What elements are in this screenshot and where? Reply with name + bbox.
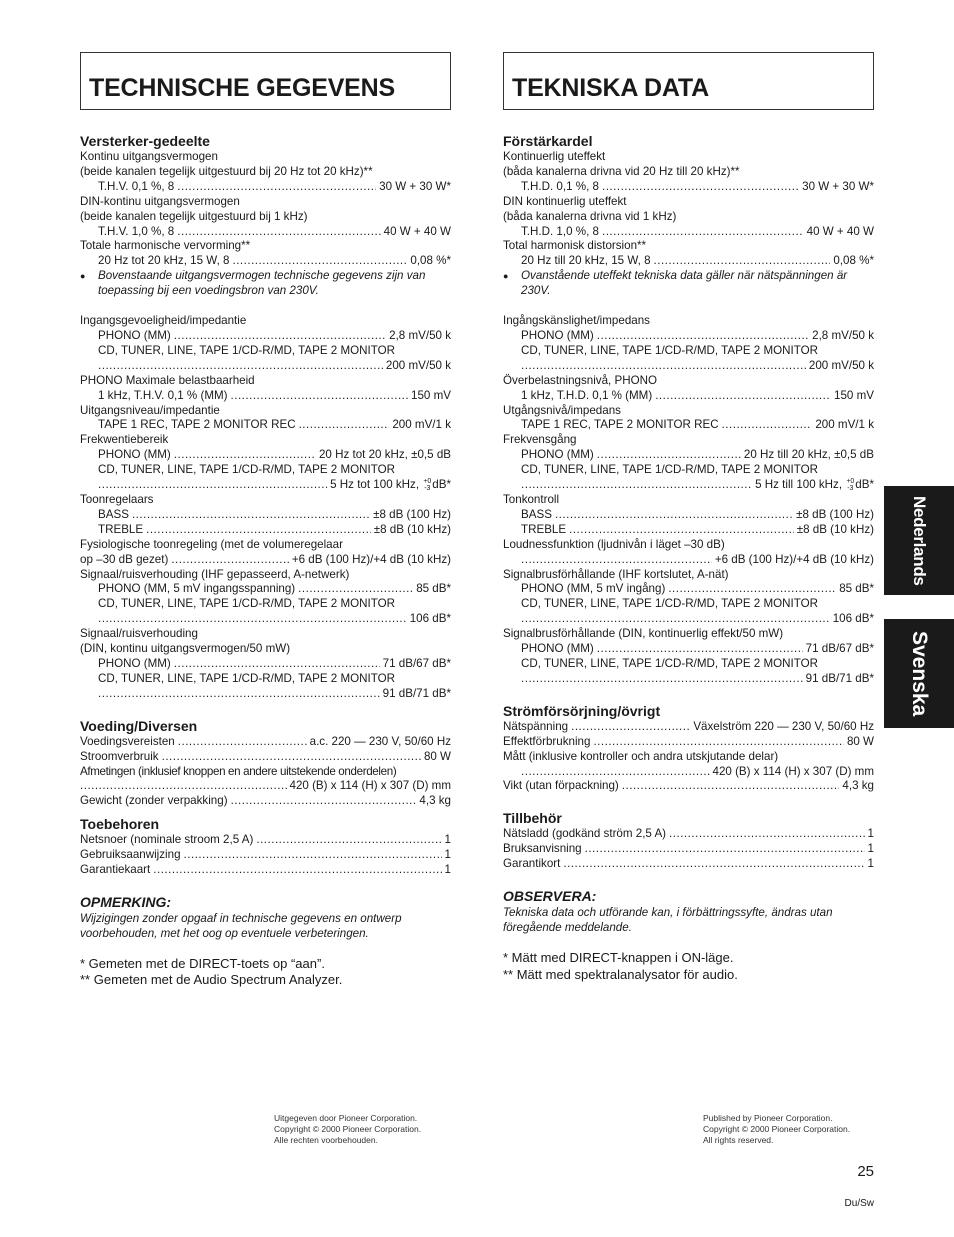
spec-row: T.H.V. 0,1 %, 8 ..... 30 W + 30 W* — [80, 180, 451, 195]
spec-line: Frekwentiebereik — [80, 433, 169, 447]
section-heading: Strömförsörjning/övrigt — [503, 702, 661, 719]
dutch-title-box — [80, 52, 451, 110]
spec-row: T.H.V. 1,0 %, 8 ..... 40 W + 40 W — [80, 225, 451, 240]
spec-row: 1 kHz, T.H.D. 0,1 % (MM) ..... 150 mV — [503, 389, 874, 404]
english-publisher-note: Published by Pioneer Corporation. Copyright © 2000 Pioneer Corporation. All rights reserved. — [703, 1113, 851, 1145]
remark-title: OPMERKING: — [80, 893, 171, 910]
spec-row: PHONO (MM) ..... 2,8 mV/50 k — [80, 329, 451, 344]
remark-text: Wijzigingen zonder opgaaf in technische gegevens en ontwerp voorbehouden, met het oog op eventuele verbeteringen. — [80, 911, 402, 940]
bullet-icon: ● — [80, 271, 86, 282]
spec-row: Gebruiksaanwijzing ..... 1 — [80, 848, 451, 863]
section-heading: Versterker-gedeelte — [80, 133, 210, 149]
spec-row: ..... 420 (B) x 114 (H) x 307 (D) mm — [80, 779, 451, 794]
spec-line: Frekvensgång — [503, 433, 577, 447]
spec-row: PHONO (MM) ..... 71 dB/67 dB* — [503, 642, 874, 657]
spec-line: Utgångsnivå/impedans — [503, 403, 621, 417]
spec-note: ● Ovanstående uteffekt tekniska data gäller när nätspänningen är 230V. — [503, 269, 848, 298]
spec-line: PHONO Maximale belastbaarheid — [80, 373, 255, 387]
section-heading: Voeding/Diversen — [80, 717, 198, 734]
spec-row: Gewicht (zonder verpakking) ..... 4,3 kg — [80, 794, 451, 809]
remark-title: OBSERVERA: — [503, 888, 597, 905]
dutch-column — [80, 52, 451, 989]
spec-row: ..... 91 dB/71 dB* — [503, 672, 874, 687]
spec-row: Garantikort ..... 1 — [503, 857, 874, 872]
spec-row: ..... 91 dB/71 dB* — [80, 687, 451, 702]
spec-line: Total harmonisk distorsion** — [503, 239, 647, 253]
remark-text: Tekniska data och utförande kan, i förbättringssyfte, ändras utan föregående meddelande. — [503, 906, 833, 935]
spec-row: TREBLE ..... ±8 dB (10 kHz) — [80, 523, 451, 538]
spec-row: TAPE 1 REC, TAPE 2 MONITOR REC ..... 200 mV/1 k — [80, 418, 451, 433]
spec-line: Mått (inklusive kontroller och andra utskjutande delar) — [503, 749, 779, 763]
spec-row: Bruksanvisning ..... 1 — [503, 842, 874, 857]
spec-line: Signaal/ruisverhouding (IHF gepasseerd, A-netwerk) — [80, 567, 350, 581]
spec-line: CD, TUNER, LINE, TAPE 1/CD-R/MD, TAPE 2 MONITOR — [98, 597, 395, 611]
spec-line: CD, TUNER, LINE, TAPE 1/CD-R/MD, TAPE 2 MONITOR — [98, 343, 395, 357]
spec-row: Garantiekaart ..... 1 — [80, 863, 451, 878]
spec-line: Kontinu uitgangsvermogen — [80, 150, 218, 163]
swedish-page-title: TEKNISKA DATA — [512, 74, 709, 102]
spec-row: PHONO (MM) ..... 71 dB/67 dB* — [80, 657, 451, 672]
section-heading: Tillbehör — [503, 810, 562, 827]
spec-line: DIN kontinuerlig uteffekt — [503, 194, 627, 208]
spec-line: Ingangsgevoeligheid/impedantie — [80, 314, 247, 328]
spec-line: CD, TUNER, LINE, TAPE 1/CD-R/MD, TAPE 2 MONITOR — [521, 463, 818, 477]
spec-line: Totale harmonische vervorming** — [80, 239, 251, 253]
language-code: Du/Sw — [844, 1198, 874, 1209]
spec-row: ..... 106 dB* — [503, 612, 874, 627]
dutch-amplifier-section — [80, 132, 451, 702]
spec-row: TREBLE ..... ±8 dB (10 kHz) — [503, 523, 874, 538]
spec-row: TAPE 1 REC, TAPE 2 MONITOR REC ..... 200 mV/1 k — [503, 418, 874, 433]
swedish-column — [503, 52, 874, 983]
section-heading: Toebehoren — [80, 816, 160, 833]
section-heading: Förstärkardel — [503, 133, 593, 149]
spec-row: Nätspänning ..... Växelström 220 — 230 V, 50/60 Hz — [503, 720, 874, 735]
spec-line: CD, TUNER, LINE, TAPE 1/CD-R/MD, TAPE 2 MONITOR — [521, 656, 818, 670]
spec-line: (båda kanalerna drivna vid 1 kHz) — [503, 209, 677, 223]
spec-line: Signalbrusförhållande (DIN, kontinuerlig effekt/50 mW) — [503, 627, 784, 641]
tolerance-superscript: +0 -3 — [846, 478, 855, 493]
spec-row: ..... +6 dB (100 Hz)/+4 dB (10 kHz) — [503, 553, 874, 568]
spec-line: Signaal/ruisverhouding — [80, 627, 198, 641]
footnote: * Mätt med DIRECT-knappen i ON-läge. — [503, 950, 734, 966]
spec-line: CD, TUNER, LINE, TAPE 1/CD-R/MD, TAPE 2 MONITOR — [98, 671, 395, 685]
spec-line: (beide kanalen tegelijk uitgestuurd bij 20 Hz tot 20 kHz)** — [80, 164, 373, 178]
spec-row: ..... 106 dB* — [80, 612, 451, 627]
spec-line: Ingångskänslighet/impedans — [503, 314, 650, 328]
spec-row: ..... 5 Hz till 100 kHz, +0 -3 dB* — [503, 478, 874, 493]
spec-note: ● Bovenstaande uitgangsvermogen technische gegevens zijn van toepassing bij een voedingsbron van 230V. — [80, 269, 426, 298]
tolerance-superscript: +0 -3 — [423, 478, 432, 493]
spec-line: (båda kanalerna drivna vid 20 Hz till 20 kHz)** — [503, 164, 740, 178]
spec-line: CD, TUNER, LINE, TAPE 1/CD-R/MD, TAPE 2 MONITOR — [521, 597, 818, 611]
spec-row: Stroomverbruik ..... 80 W — [80, 750, 451, 765]
spec-row: T.H.D. 0,1 %, 8 ..... 30 W + 30 W* — [503, 180, 874, 195]
swedish-power-section — [503, 702, 874, 795]
spec-row: Voedingsvereisten ..... a.c. 220 — 230 V, 50/60 Hz — [80, 735, 451, 750]
spec-row: ..... 5 Hz tot 100 kHz, +0 -3 dB* — [80, 478, 451, 493]
dutch-page-title: TECHNISCHE GEGEVENS — [89, 74, 395, 102]
spec-line: Toonregelaars — [80, 493, 154, 506]
spec-row: PHONO (MM) ..... 20 Hz till 20 kHz, ±0,5 dB — [503, 448, 874, 463]
spec-row: PHONO (MM) ..... 2,8 mV/50 k — [503, 329, 874, 344]
footnote: * Gemeten met de DIRECT-toets op “aan”. — [80, 955, 325, 971]
dutch-power-section — [80, 717, 451, 810]
spec-line: Loudnessfunktion (ljudnivån i läget –30 dB) — [503, 537, 725, 551]
spec-row: 1 kHz, T.H.V. 0,1 % (MM) ..... 150 mV — [80, 389, 451, 404]
dutch-accessories-section — [80, 815, 451, 878]
spec-row: T.H.D. 1,0 %, 8 ..... 40 W + 40 W — [503, 225, 874, 240]
page-number: 25 — [857, 1163, 874, 1180]
spec-line: Överbelastningsnivå, PHONO — [503, 373, 658, 387]
spec-line: CD, TUNER, LINE, TAPE 1/CD-R/MD, TAPE 2 MONITOR — [521, 343, 818, 357]
spec-row: BASS ..... ±8 dB (100 Hz) — [80, 508, 451, 523]
spec-line: Signalbrusförhållande (IHF kortslutet, A-nät) — [503, 567, 729, 581]
spec-line: Tonkontroll — [503, 493, 560, 506]
swedish-amplifier-section — [503, 132, 874, 687]
spec-row: ..... 200 mV/50 k — [80, 359, 451, 374]
spec-line: Kontinuerlig uteffekt — [503, 150, 606, 163]
language-tab-svenska: Svenska — [884, 619, 954, 728]
spec-row: BASS ..... ±8 dB (100 Hz) — [503, 508, 874, 523]
spec-row: ..... 200 mV/50 k — [503, 359, 874, 374]
spec-row: 20 Hz till 20 kHz, 15 W, 8 ..... 0,08 %* — [503, 254, 874, 269]
footnote: ** Gemeten met de Audio Spectrum Analyzer. — [80, 972, 343, 988]
swedish-accessories-section — [503, 809, 874, 872]
spec-row: 20 Hz tot 20 kHz, 15 W, 8 ..... 0,08 %* — [80, 254, 451, 269]
spec-line: CD, TUNER, LINE, TAPE 1/CD-R/MD, TAPE 2 MONITOR — [98, 463, 395, 477]
swedish-title-box — [503, 52, 874, 110]
spec-row: PHONO (MM) ..... 20 Hz tot 20 kHz, ±0,5 dB — [80, 448, 451, 463]
spec-line: Afmetingen (inklusief knoppen en andere uitstekende onderdelen) — [80, 764, 397, 778]
spec-line: Uitgangsniveau/impedantie — [80, 403, 220, 417]
spec-line: (DIN, kontinu uitgangsvermogen/50 mW) — [80, 642, 291, 656]
spec-row: ..... 420 (B) x 114 (H) x 307 (D) mm — [503, 765, 874, 780]
spec-row: op –30 dB gezet) ..... +6 dB (100 Hz)/+4 dB (10 kHz) — [80, 553, 451, 568]
spec-row: Vikt (utan förpackning) ..... 4,3 kg — [503, 779, 874, 794]
spec-row: Nätsladd (godkänd ström 2,5 A) ..... 1 — [503, 827, 874, 842]
language-tab-nederlands: Nederlands — [884, 486, 954, 595]
spec-row: Effektförbrukning ..... 80 W — [503, 735, 874, 750]
spec-line: (beide kanalen tegelijk uitgestuurd bij 1 kHz) — [80, 209, 308, 223]
spec-line: Fysiologische toonregeling (met de volumeregelaar — [80, 537, 343, 551]
bullet-icon: ● — [503, 271, 509, 282]
dutch-publisher-note: Uitgegeven door Pioneer Corporation. Copyright © 2000 Pioneer Corporation. Alle rechten voorbehouden. — [274, 1113, 422, 1145]
spec-row: Netsnoer (nominale stroom 2,5 A) ..... 1 — [80, 833, 451, 848]
footnote: ** Mätt med spektralanalysator för audio. — [503, 966, 738, 982]
spec-row: PHONO (MM, 5 mV ingång) ..... 85 dB* — [503, 582, 874, 597]
spec-row: PHONO (MM, 5 mV ingangsspanning) ..... 85 dB* — [80, 582, 451, 597]
spec-line: DIN-kontinu uitgangsvermogen — [80, 194, 240, 208]
